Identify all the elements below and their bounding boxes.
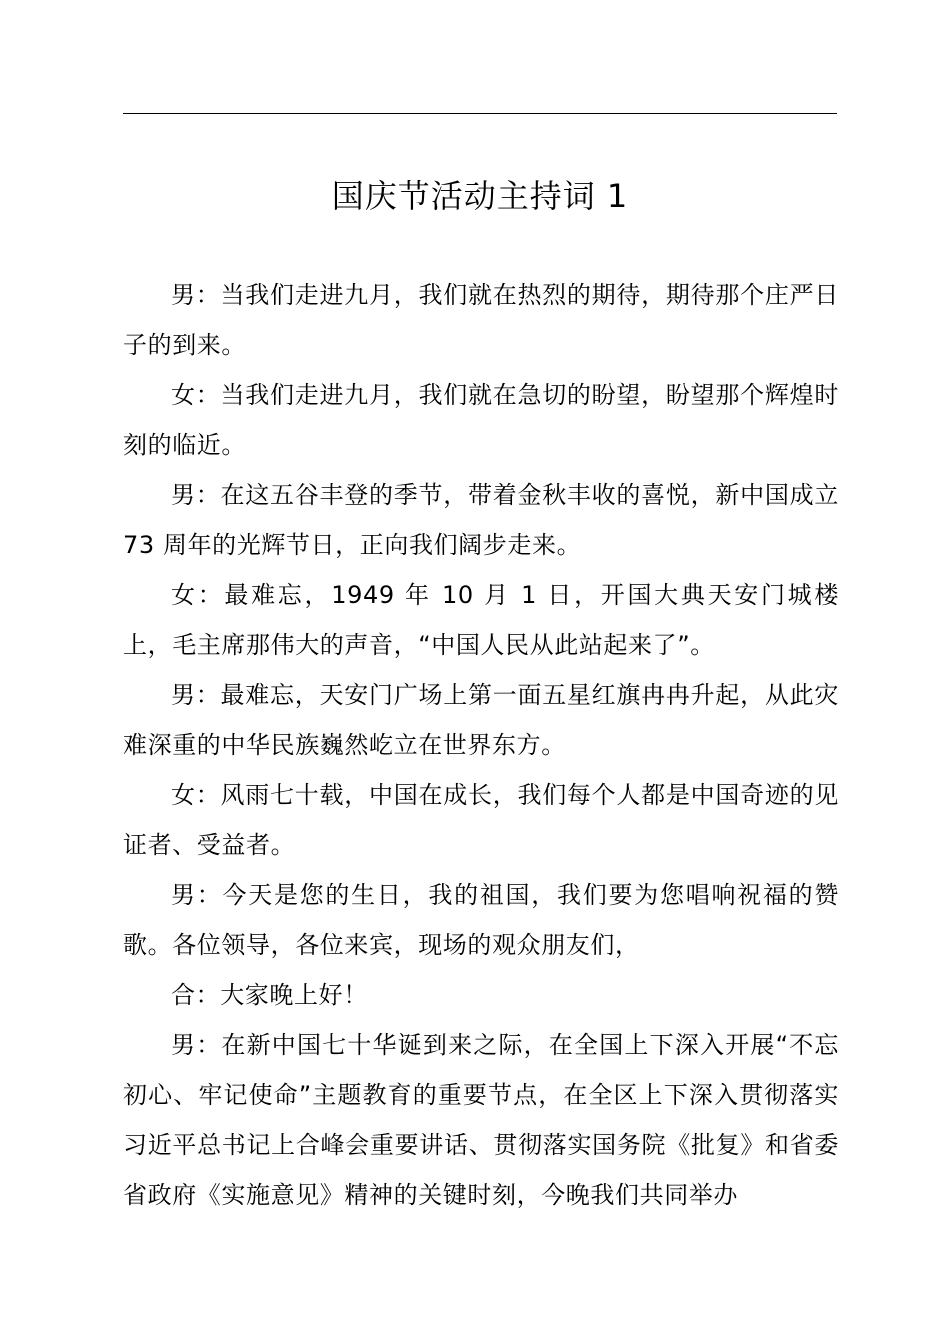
paragraph-female-1: 女：当我们走进九月，我们就在急切的盼望，盼望那个辉煌时刻的临近。 (123, 381, 839, 459)
paragraph-female-2: 女：最难忘，1949 年 10 月 1 日，开国大典天安门城楼上，毛主席那伟大的声音，“中国人民从此站起来了”。 (123, 581, 839, 659)
document-title: 国庆节活动主持词 1 (331, 177, 629, 215)
paragraph-male-2: 男：在这五谷丰登的季节，带着金秋丰收的喜悦，新中国成立 73 周年的光辉节日，正向我们阔步走来。 (123, 481, 839, 559)
document-body (123, 270, 839, 1220)
paragraph-male-4: 男：今天是您的生日，我的祖国，我们要为您唱响祝福的赞歌。各位领导，各位来宾，现场的观众朋友们， (123, 881, 839, 959)
paragraph-male-3: 男：最难忘，天安门广场上第一面五星红旗冉冉升起，从此灾难深重的中华民族巍然屹立在世界东方。 (123, 681, 839, 759)
paragraph-male-5: 男：在新中国七十华诞到来之际，在全国上下深入开展“不忘初心、牢记使命”主题教育的重要节点，在全区上下深入贯彻落实习近平总书记上合峰会重要讲话、贯彻落实国务院《批复》和省委省政府《实施意见》精神的关键时刻，今晚我们共同举办 (123, 1031, 839, 1209)
header-rule (123, 113, 837, 114)
paragraph-male-1: 男：当我们走进九月，我们就在热烈的期待，期待那个庄严日子的到来。 (123, 281, 839, 359)
paragraph-female-3: 女：风雨七十载，中国在成长，我们每个人都是中国奇迹的见证者、受益者。 (123, 781, 839, 859)
paragraph-together: 合：大家晚上好！ (171, 981, 368, 1009)
